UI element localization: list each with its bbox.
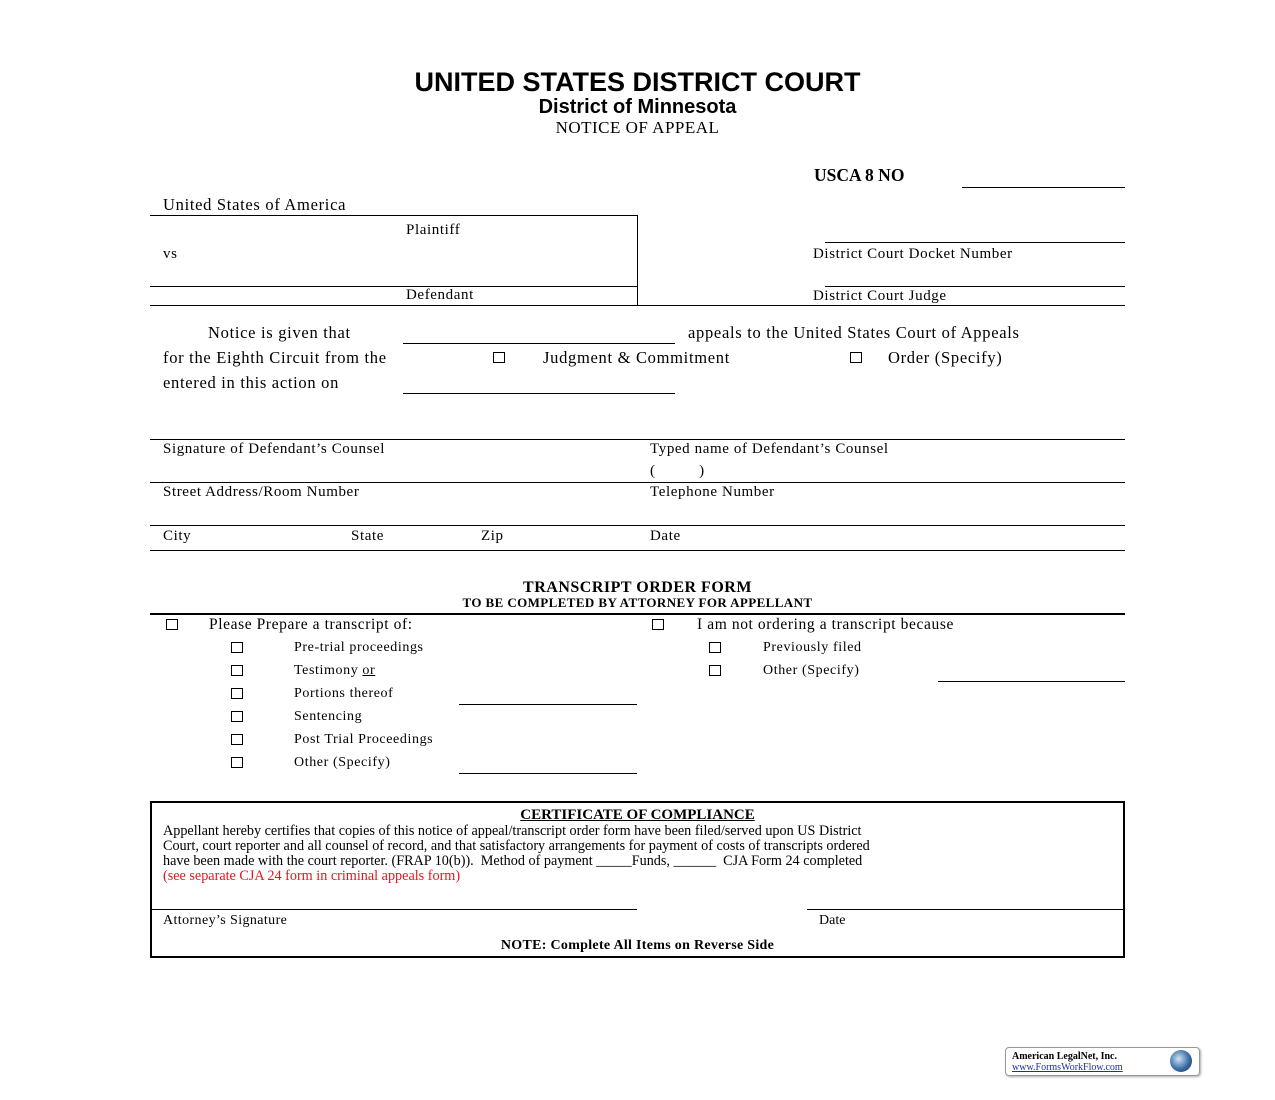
reverse-side-note: NOTE: Complete All Items on Reverse Side (500, 938, 775, 953)
order-label: Order (Specify) (888, 348, 1003, 367)
divider (150, 305, 1125, 306)
area-code-parens: ( ) (650, 463, 705, 479)
attorney-signature-label: Attorney’s Signature (163, 913, 288, 928)
certificate-title: CERTIFICATE OF COMPLIANCE (520, 807, 755, 823)
testimony-label (294, 663, 375, 679)
signature-field[interactable] (150, 439, 1125, 440)
usca-label: USCA 8 NO (814, 165, 905, 185)
other-checkbox[interactable] (231, 757, 243, 768)
district-title: District of Minnesota (538, 96, 737, 118)
other-label: Other (Specify) (294, 755, 391, 770)
typed-name-label: Typed name of Defendant’s Counsel (650, 441, 889, 457)
divider (637, 215, 638, 306)
cja-note: (see separate CJA 24 form in criminal appeals form) (163, 868, 461, 884)
post-trial-label: Post Trial Proceedings (294, 732, 434, 747)
divider (150, 613, 1125, 615)
portions-checkbox[interactable] (231, 688, 243, 699)
portions-label: Portions thereof (294, 686, 394, 701)
city-label: City (163, 528, 192, 544)
sentencing-label: Sentencing (294, 709, 363, 724)
entered-date-field[interactable] (403, 393, 675, 394)
sentencing-checkbox[interactable] (231, 711, 243, 722)
divider (150, 215, 638, 216)
company-name: American LegalNet, Inc. (1012, 1051, 1117, 1062)
notice-text: entered in this action on (163, 373, 340, 392)
appellant-name-field[interactable] (403, 343, 675, 344)
pretrial-label: Pre-trial proceedings (294, 640, 424, 655)
divider (150, 482, 1125, 483)
court-title: UNITED STATES DISTRICT COURT (414, 67, 861, 97)
judgment-label: Judgment & Commitment (543, 348, 731, 367)
notice-text: Notice is given that (208, 323, 351, 342)
previously-filed-label: Previously filed (763, 640, 862, 655)
notice-text: appeals to the United States Court of Appeals (688, 323, 1020, 342)
certificate-date-label: Date (819, 913, 846, 928)
plaintiff-label: Plaintiff (406, 222, 461, 238)
form-title: NOTICE OF APPEAL (555, 118, 720, 137)
zip-label: Zip (481, 528, 504, 544)
state-label: State (351, 528, 384, 544)
certificate-text: have been made with the court reporter. (FRAP 10(b)). Method of payment _____Funds, ______ CJA Form 24 completed (163, 853, 863, 869)
address-field[interactable] (150, 525, 1125, 526)
telephone-label: Telephone Number (650, 484, 775, 500)
post-trial-checkbox[interactable] (231, 734, 243, 745)
signature-label: Signature of Defendant’s Counsel (163, 441, 386, 457)
defendant-label: Defendant (406, 287, 474, 303)
attorney-signature-field[interactable] (150, 909, 637, 910)
transcript-subtitle: TO BE COMPLETED BY ATTORNEY FOR APPELLANT (462, 595, 813, 610)
other-reason-label: Other (Specify) (763, 663, 860, 678)
not-ordering-label: I am not ordering a transcript because (697, 616, 954, 633)
portions-field[interactable] (459, 704, 637, 705)
judge-label: District Court Judge (813, 288, 947, 304)
plaintiff-name: United States of America (163, 195, 347, 214)
certificate-date-field[interactable] (807, 909, 1125, 910)
not-ordering-checkbox[interactable] (652, 619, 664, 630)
prepare-transcript-checkbox[interactable] (166, 619, 178, 630)
testimony-checkbox[interactable] (231, 665, 243, 676)
or-text: or (362, 663, 376, 678)
previously-filed-checkbox[interactable] (709, 642, 721, 653)
judge-field[interactable] (825, 286, 1125, 287)
street-label: Street Address/Room Number (163, 484, 360, 500)
company-url[interactable]: www.FormsWorkFlow.com (1012, 1062, 1123, 1073)
other-reason-field[interactable] (938, 681, 1125, 682)
order-checkbox[interactable] (850, 352, 862, 363)
other-reason-checkbox[interactable] (709, 665, 721, 676)
pretrial-checkbox[interactable] (231, 642, 243, 653)
usca-number-field[interactable] (962, 187, 1125, 188)
other-field[interactable] (459, 773, 637, 774)
notice-text: for the Eighth Circuit from the (163, 348, 387, 367)
legalnet-logo[interactable] (1005, 1047, 1200, 1076)
certificate-text: Appellant hereby certifies that copies of this notice of appeal/transcript order form have been filed/served upon US District (163, 823, 862, 839)
prepare-transcript-label: Please Prepare a transcript of: (209, 616, 413, 633)
defendant-field[interactable] (150, 286, 638, 287)
certificate-text: Court, court reporter and all counsel of record, and that satisfactory arrangements for payment of costs of transcripts ordered (163, 838, 870, 854)
judgment-checkbox[interactable] (493, 352, 505, 363)
divider (150, 550, 1125, 551)
docket-number-field[interactable] (825, 242, 1125, 243)
date-label: Date (650, 528, 681, 544)
testimony-text: Testimony (294, 663, 359, 678)
globe-icon (1170, 1050, 1192, 1072)
transcript-title: TRANSCRIPT ORDER FORM (523, 579, 752, 596)
docket-label: District Court Docket Number (813, 246, 1013, 262)
vs-label: vs (163, 246, 178, 262)
